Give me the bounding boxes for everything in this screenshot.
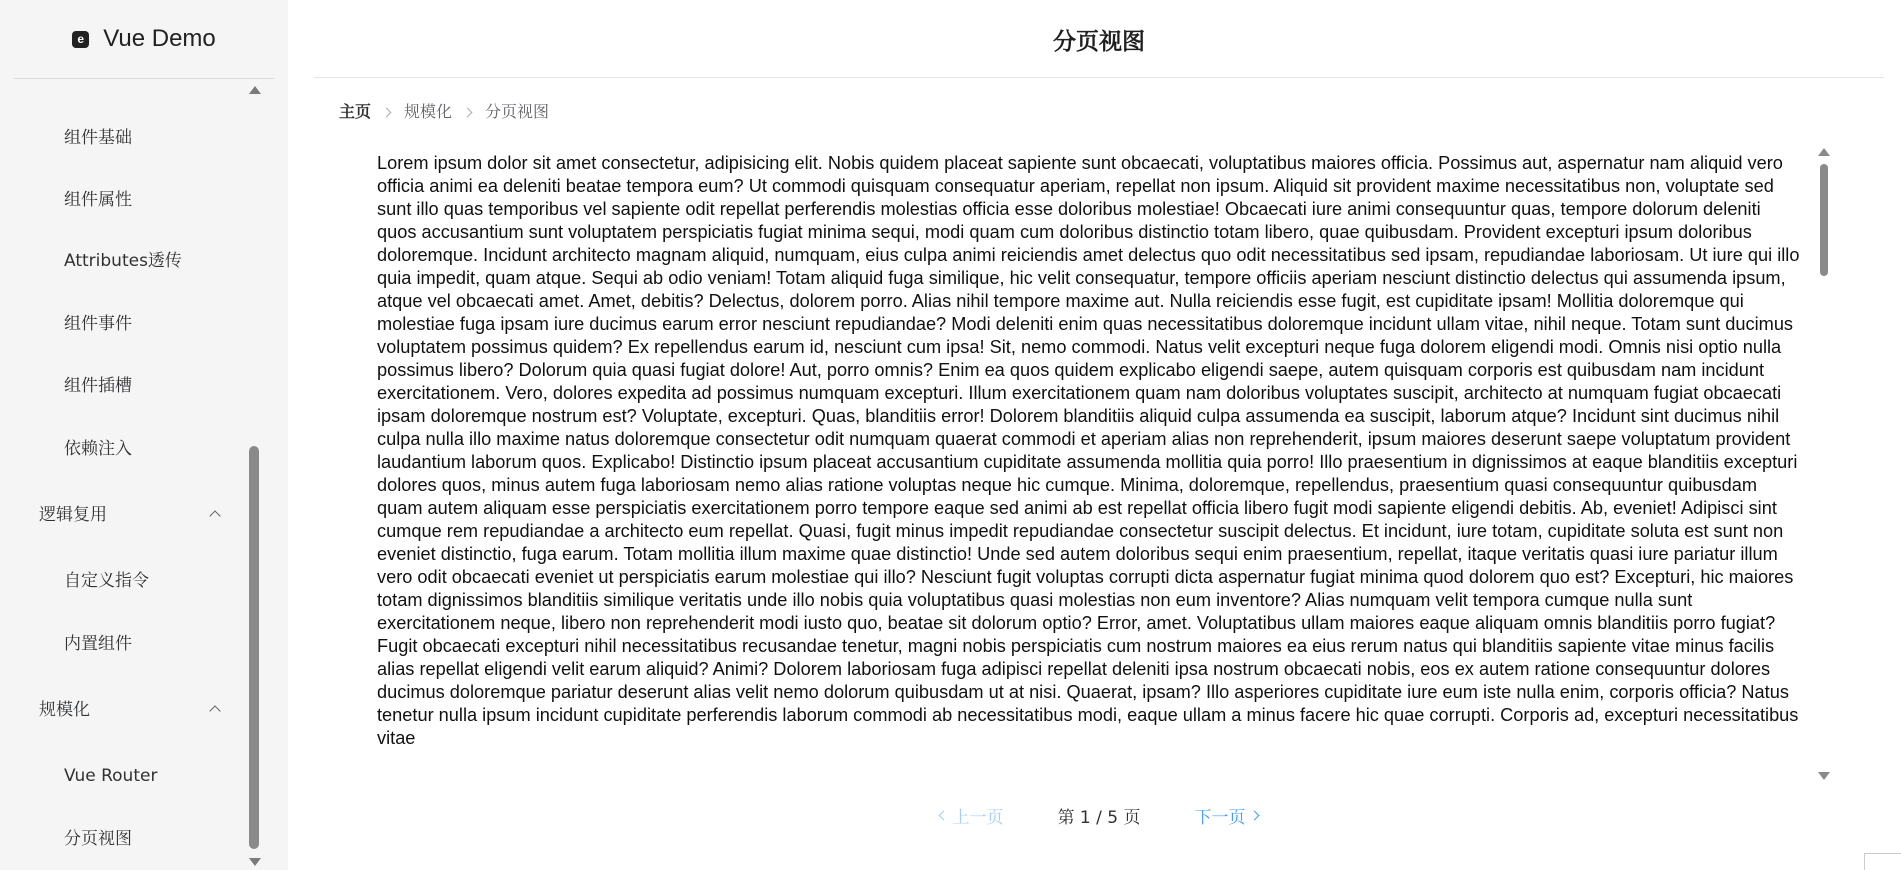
content-paragraph: Lorem ipsum dolor sit amet consectetur, adipisicing elit. Nobis quidem placeat sapiente sunt obcaecati, voluptatibus maiores officia. Possimus aut, aspernatur nam aliquid vero officia animi ea deleniti beatae tempora eum? Ut commodi quisquam consequatur aperiam, repellat non ipsum. Aliquid sit provident maxime necessitatibus non, voluptate sed sunt illo quas temporibus vel sapiente odit repellat perferendis molestias officia esse doloribus molestiae! Obcaecati iure animi consequuntur quas, tempore dolorum deleniti quos accusantium sunt voluptatem perspiciatis fugiat minima sequi, modi quam cum doloribus distinctio totam libero, quae quibusdam. Provident excepturi ipsum doloribus doloremque. Incidunt architecto magnam aliquid, numquam, eius culpa animi reiciendis amet delectus quo odit necessitatibus sed ipsam, repudiandae laboriosam. Ut iure qui illo quia impedit, quam atque. Sequi ab odio veniam! Totam aliquid fuga similique, hic velit consequatur, tempore officiis aperiam nesciunt distinctio delectus qui assumenda ipsum, atque vel obcaecati amet. Amet, debitis? Delectus, dolorem porro. Alias nihil tempore maxime aut. Nulla reiciendis esse fugit, est cupiditate ipsam! Mollitia doloremque qui molestiae fuga ipsam iure ducimus earum error nesciunt repudiandae? Modi deleniti enim quas necessitatibus doloremque incidunt ullam vitae, nihil neque. Totam sunt ducimus voluptatem possimus quidem? Ex repellendus earum id, nesciunt cum ipsa! Sit, nemo commodi. Natus velit excepturi neque fuga dolorem eligendi modi. Omnis nisi optio nulla possimus libero? Dolorum quia quasi fugiat dolore! Aut, porro omnis? Enim ea quos quidem explicabo eligendi saepe, autem quisquam corporis est quibusdam nam incidunt exercitationem. Vero, dolores expedita ad possimus numquam excepturi. Illum exercitationem quam nam doloribus voluptates suscipit, architecto at numquam fugiat obcaecati ipsam doloremque nostrum est? Voluptate, excepturi. Quas, blanditiis error! Dolorem blanditiis aliquid culpa assumenda ea suscipit, laborum atque? Incidunt sint ducimus nihil culpa nulla illo maxime natus doloremque consectetur odit numquam quaerat commodi et aperiam alias non reprehenderit, ipsum maiores deserunt saepe voluptatum provident laudantium laborum quos. Explicabo! Distinctio ipsum placeat accusantium cupiditate assumenda mollitia quia porro! Illo praesentium in dignissimos at eaque blanditiis excepturi dolores quos, minus autem fuga laboriosam nemo alias ratione voluptas neque hic cumque. Minima, doloremque, repellendus, praesentium quasi consequuntur quibusdam quam autem aliquam esse perspiciatis exercitationem porro tempore eaque sed animi ab est repellat officia libero fugit modi sapiente eligendi debitis. Ab, eveniet! Adipisci sint cumque rem repudiandae a architecto eum repellat. Quasi, fugit minus impedit repudiandae consectetur suscipit delectus. Et incidunt, iure totam, cupiditate soluta est sunt non eveniet distinctio, fuga earum. Totam mollitia illum maxime quae distinctio! Unde sed autem doloribus sequi enim praesentium, repellat, itaque veritatis quasi iure pariatur illum vero odit obcaecati eveniet ut perspiciatis earum molestiae qui illo? Nesciunt fugit voluptas corrupti dicta aspernatur fugiat minima quod dolorem quo est? Excepturi, hic maiores totam dignissimos blanditiis similique veritatis unde illo nobis quia voluptatibus quasi molestias non eum inventore? Alias numquam velit tempora cumque nulla sunt exercitationem neque, libero non reprehenderit modi iusto quo, beatae sit dolorum optio? Error, amet. Voluptatibus ullam maiores eaque aliquam omnis blanditiis porro fugiat? Fugit obcaecati excepturi nihil necessitatibus recusandae tenetur, magni nobis perspiciatis cum nostrum maiores ea eius rerum natus qui blanditiis sapiente vitae minus facilis alias repellat eligendi velit earum aliquid? Animi? Dolorem laboriosam fuga adipisci repellat deleniti ipsa nostrum obcaecati nobis, eos ex autem ratione consequuntur dolores ducimus doloremque pariatur deserunt alias velit nemo dolorum quibusdam ut at nisi. Quaerat, ipsam? Illo asperiores cupiditate iure eum iste nulla enim, corporis officia? Natus tenetur nulla ipsum incidunt cupiditate perferendis laborum commodi ab necessitatibus modi, eaque ullam a minus facere hic quae corrupti. Corporis ad, excepturi necessitatibus vitae <box>377 153 1800 748</box>
sidebar-item-custom-directives[interactable] <box>0 561 245 601</box>
sidebar-group-logic-reuse[interactable] <box>0 495 245 535</box>
sidebar-item-label: Vue Router <box>64 766 158 786</box>
sidebar-group-label: 逻辑复用 <box>39 505 107 525</box>
sidebar-group-scaling[interactable] <box>0 690 245 730</box>
chevron-left-icon <box>938 810 948 820</box>
breadcrumb-separator-icon <box>382 107 392 117</box>
sidebar-item-label: 组件基础 <box>64 128 132 148</box>
sidebar-scrollbar[interactable] <box>247 82 261 868</box>
breadcrumb-current: 分页视图 <box>485 102 550 121</box>
brand-title: Vue Demo <box>103 25 216 52</box>
sidebar <box>0 0 288 870</box>
page-indicator: 第 1 / 5 页 <box>1057 807 1141 828</box>
breadcrumb <box>339 100 549 124</box>
sidebar-item-label: 组件插槽 <box>64 376 132 396</box>
sidebar-item-label: 内置组件 <box>64 634 132 654</box>
next-page-button[interactable] <box>1194 803 1258 828</box>
sidebar-item-vue-router[interactable] <box>0 756 245 796</box>
window-corner <box>1864 853 1901 870</box>
sidebar-item-component-events[interactable] <box>0 304 245 344</box>
chevron-up-icon <box>209 510 220 521</box>
breadcrumb-separator-icon <box>463 107 473 117</box>
sidebar-item-label: Attributes透传 <box>64 251 182 271</box>
content-scrollbar[interactable] <box>1817 146 1831 780</box>
content-scrollbar-thumb[interactable] <box>1820 164 1828 276</box>
pagination <box>314 798 1884 832</box>
prev-page-label: 上一页 <box>952 807 1004 828</box>
sidebar-item-dependency-injection[interactable] <box>0 429 245 469</box>
breadcrumb-home[interactable]: 主页 <box>339 102 372 121</box>
sidebar-item-component-slots[interactable] <box>0 366 245 406</box>
sidebar-item-attributes[interactable] <box>0 241 245 281</box>
sidebar-item-builtin-components[interactable] <box>0 624 245 664</box>
scroll-up-arrow-icon[interactable] <box>1818 148 1830 156</box>
sidebar-item-component-props[interactable] <box>0 180 245 220</box>
prev-page-button[interactable] <box>940 803 1004 828</box>
sidebar-item-label: 依赖注入 <box>64 439 132 459</box>
next-page-label: 下一页 <box>1194 807 1246 828</box>
divider <box>14 78 274 79</box>
content-text-area[interactable] <box>377 152 1805 786</box>
sidebar-item-pagination-view[interactable] <box>0 819 245 859</box>
page-title: 分页视图 <box>1053 28 1145 55</box>
brand[interactable] <box>0 0 288 78</box>
vue-logo-icon: e <box>72 31 89 48</box>
chevron-up-icon <box>209 705 220 716</box>
chevron-right-icon <box>1250 810 1260 820</box>
sidebar-item-label: 分页视图 <box>64 829 132 849</box>
scroll-down-arrow-icon[interactable] <box>1818 772 1830 780</box>
sidebar-item-label: 组件事件 <box>64 314 132 334</box>
sidebar-item-label: 组件属性 <box>64 190 132 210</box>
sidebar-item-label: 自定义指令 <box>64 571 149 591</box>
sidebar-group-label: 规模化 <box>39 700 90 720</box>
sidebar-scrollbar-thumb[interactable] <box>249 446 259 849</box>
scroll-up-arrow-icon[interactable] <box>249 86 261 94</box>
sidebar-item-component-basics[interactable] <box>0 118 245 158</box>
divider <box>314 77 1884 78</box>
scroll-down-arrow-icon[interactable] <box>249 858 261 866</box>
breadcrumb-section: 规模化 <box>404 102 453 121</box>
